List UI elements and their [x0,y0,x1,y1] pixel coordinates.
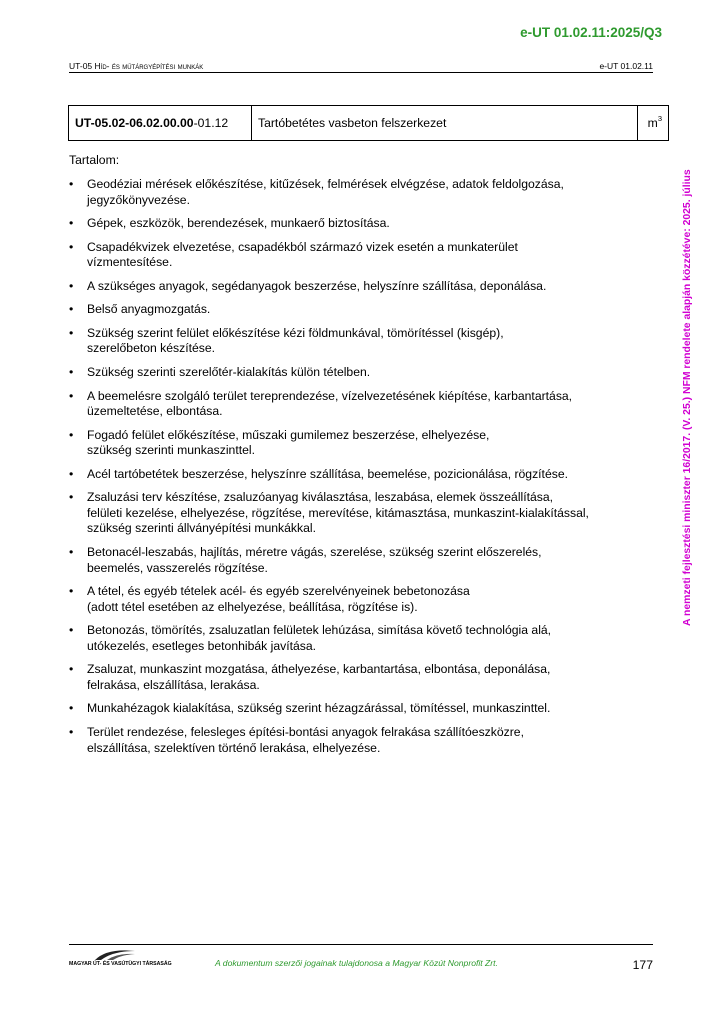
list-item [69,365,639,381]
footer-divider [69,944,653,945]
list-item [69,326,639,357]
list-item-line: Szükség szerint felület előkészítése kézi földmunkával, tömörítéssel (kisgép), [87,325,504,340]
section-title: UT-05 Híd- és műtárgyépítési munkák [69,61,204,71]
bullet-icon: • [69,302,74,317]
bullet-icon: • [69,466,74,481]
bullet-icon: • [69,662,74,677]
list-item [69,701,639,717]
item-code-suffix: -01.12 [193,116,229,130]
list-item-line: szükség szerinti munkaszinttel. [87,443,255,458]
list-item [69,490,639,537]
page-number: 177 [632,958,653,972]
list-item [69,662,639,693]
bullet-icon: • [69,490,74,505]
list-item-line: üzemeltetése, elbontása. [87,404,223,419]
list-item-line: Belső anyagmozgatás. [87,302,211,317]
bullet-icon: • [69,325,74,340]
list-item-line: utókezelés, esetleges betonhibák javítása. [87,638,317,653]
item-unit [638,106,669,141]
document-reference: e-UT 01.02.11 [599,61,653,71]
item-description: Tartóbetétes vasbeton felszerkezet [252,106,638,141]
bullet-icon: • [69,725,74,739]
list-item [69,584,639,615]
bullet-icon: • [69,388,74,403]
list-item [69,623,639,654]
bullet-icon: • [69,584,74,599]
list-item [69,467,639,483]
list-item-line: A szükséges anyagok, segédanyagok beszerzése, helyszínre szállítása, deponálása. [87,278,547,293]
organization-logo [69,948,172,974]
bullet-icon: • [69,365,74,380]
list-item-line: Terület rendezése, felesleges építési-bontási anyagok felrakása szállítóeszközre, [87,725,524,739]
list-item [69,545,639,576]
list-item-line: felületi kezelése, elhelyezése, rögzítése, merevítése, kitámasztása, munkaszint-kialakítással, [87,505,589,520]
running-header [69,61,653,71]
list-item-line: szükség szerinti állványépítési munkákkal. [87,521,316,536]
document-code: e-UT 01.02.11:2025/Q3 [520,25,662,40]
bullet-icon: • [69,239,74,254]
list-item [69,216,639,232]
list-item [69,302,639,318]
road-swoosh-icon [95,948,135,961]
organization-name: MAGYAR ÚT- ÉS VASÚTÜGYI TÁRSASÁG [69,961,172,967]
list-item-line: elszállítása, szelektíven történő lerakása, elhelyezése. [87,740,381,755]
bullet-icon: • [69,427,74,442]
list-item-line: beemelés, vasszerelés rögzítése. [87,560,268,575]
list-item-line: Zsaluzat, munkaszint mozgatása, áthelyezése, karbantartása, elbontása, deponálása, [87,662,551,677]
bullet-icon: • [69,278,74,293]
content-heading: Tartalom: [69,153,120,167]
item-row [69,106,669,141]
list-item [69,240,639,271]
list-item-line: Geodéziai mérések előkészítése, kitűzések, felmérések elvégzése, adatok feldolgozása, [87,177,564,191]
list-item [69,177,639,208]
header-divider [69,72,653,73]
list-item-line: (adott tétel esetében az elhelyezése, beállítása, rögzítése is). [87,599,418,614]
list-item-line: Munkahézagok kialakítása, szükség szerint hézagzárással, tömítéssel, munkaszinttel. [87,701,551,716]
list-item-line: Csapadékvizek elvezetése, csapadékból származó vizek esetén a munkaterület [87,239,518,254]
bullet-icon: • [69,623,74,638]
item-table [68,105,669,141]
unit-base: m [647,116,658,131]
list-item-line: Betonacél-leszabás, hajlítás, méretre vágás, szerelése, szükség szerint előszerelés, [87,545,542,560]
publication-note: A nemzeti fejlesztési miniszter 16/2017. (V. 25.) NFM rendelete alapján közzétéve: 2025. július [682,169,693,626]
list-item-line: szerelőbeton készítése. [87,341,216,356]
bullet-icon: • [69,545,74,560]
list-item-line: felrakása, elszállítása, lerakása. [87,677,260,692]
copyright-note: A dokumentum szerzői jogainak tulajdonosa a Magyar Közút Nonprofit Zrt. [215,958,498,968]
unit-exponent: 3 [657,114,662,124]
list-item-line: Zsaluzási terv készítése, zsaluzóanyag kiválasztása, leszabása, elemek összeállítása, [87,490,554,505]
list-item-line: A beemelésre szolgáló terület tereprendezése, vízelvezetésének kiépítése, karbantartása, [87,388,573,403]
list-item-line: A tétel, és egyéb tételek acél- és egyéb szerelvényeinek bebetonozása [87,584,470,599]
content-list [69,177,639,764]
bullet-icon: • [69,177,74,191]
list-item-line: Fogadó felület előkészítése, műszaki gumilemez beszerzése, elhelyezése, [87,427,490,442]
item-code-cell [69,106,252,141]
list-item [69,725,639,756]
list-item-line: jegyzőkönyvezése. [87,192,190,207]
bullet-icon: • [69,701,74,716]
list-item-line: Gépek, eszközök, berendezések, munkaerő biztosítása. [87,216,390,231]
list-item [69,389,639,420]
list-item [69,428,639,459]
list-item [69,279,639,295]
list-item-line: Betonozás, tömörítés, zsaluzatlan felületek lehúzása, simítása követő technológia alá, [87,623,552,638]
item-code: UT-05.02-06.02.00.00 [75,116,194,130]
list-item-line: Acél tartóbetétek beszerzése, helyszínre szállítása, beemelése, pozicionálása, rögzítése. [87,466,568,481]
bullet-icon: • [69,216,74,231]
list-item-line: vízmentesítése. [87,255,173,270]
list-item-line: Szükség szerinti szerelőtér-kialakítás külön tételben. [87,365,371,380]
